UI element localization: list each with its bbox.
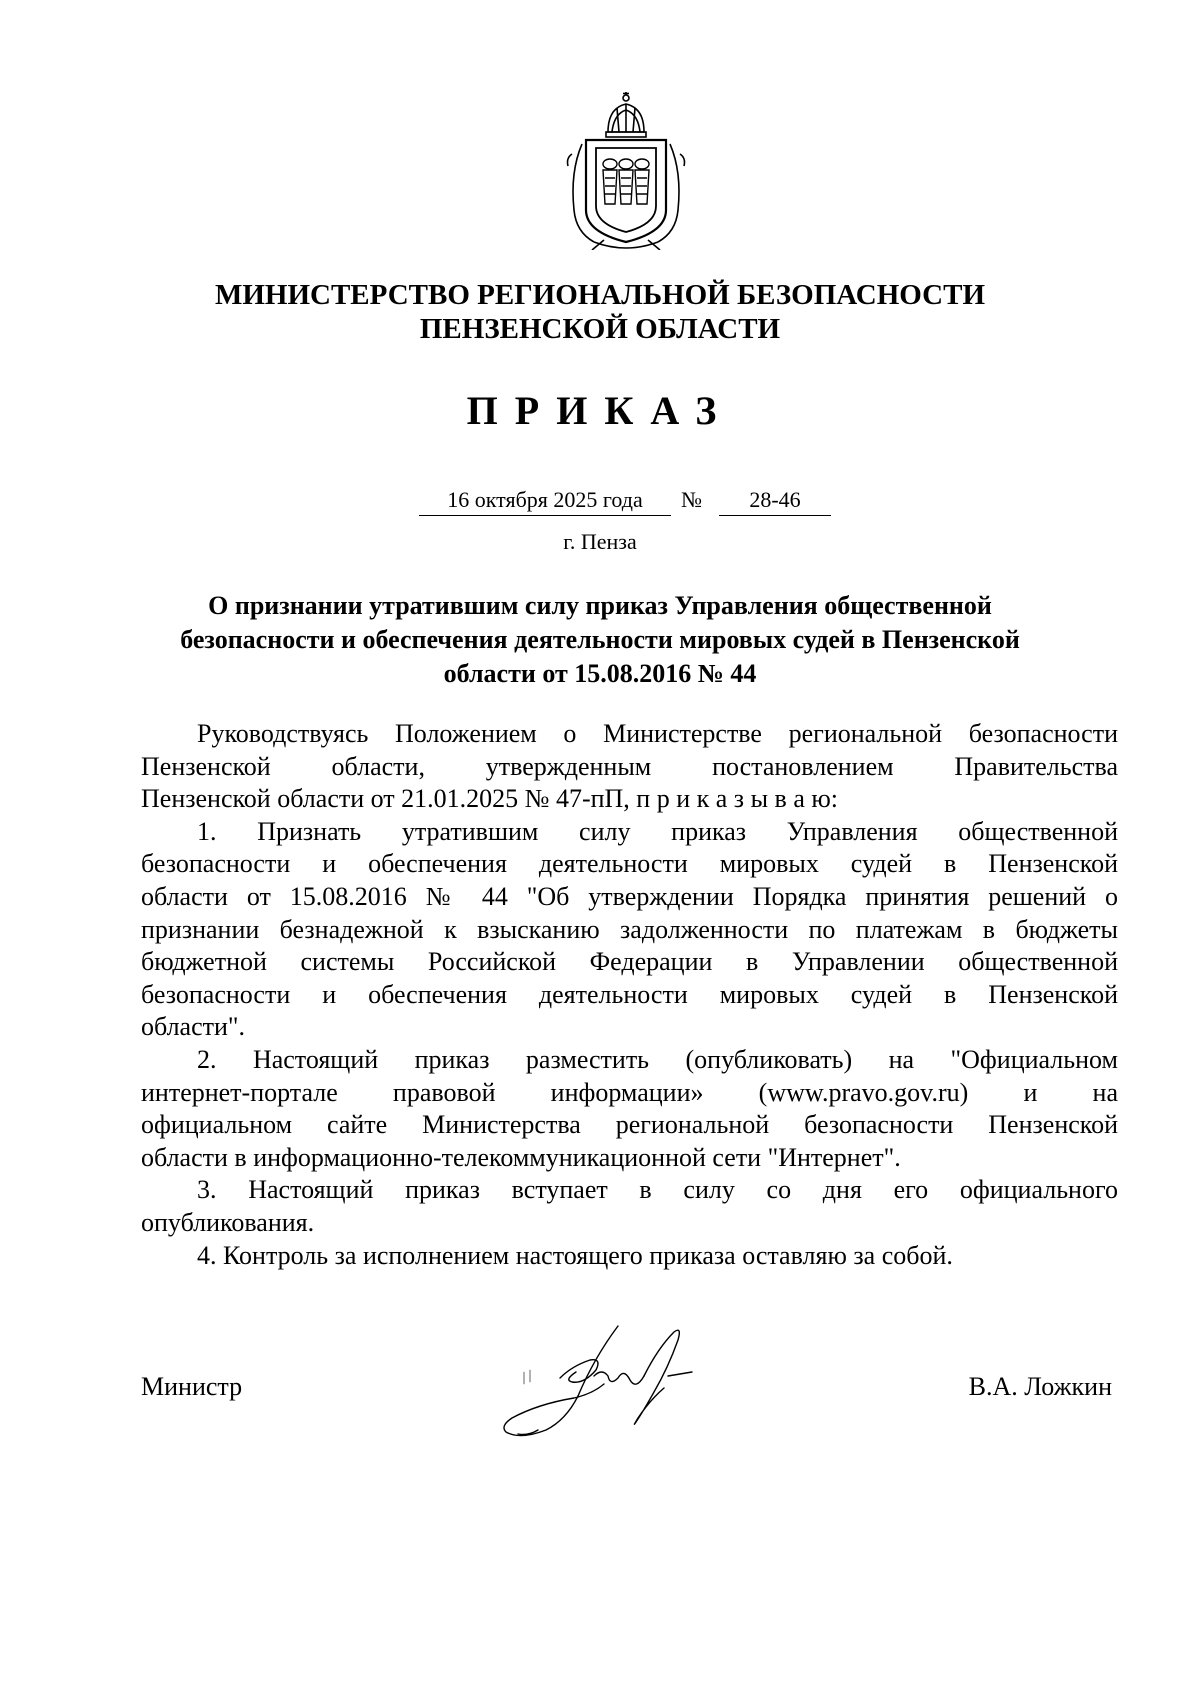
body-line: области от 15.08.2016 № 44 "Об утверждении Порядка принятия решений о xyxy=(141,881,1118,911)
subject-line: О признании утратившим силу приказ Управления общественной xyxy=(208,591,992,620)
ministry-name-line2: ПЕНЗЕНСКОЙ ОБЛАСТИ xyxy=(419,313,781,345)
body-line: Пензенской области от 21.01.2025 № 47-пП, п р и к а з ы в а ю: xyxy=(141,784,839,814)
signatory-position: Министр xyxy=(141,1372,243,1401)
body-line: Пензенской области, утвержденным постановлением Правительства xyxy=(141,751,1118,781)
ministry-name-line1: МИНИСТЕРСТВО РЕГИОНАЛЬНОЙ БЕЗОПАСНОСТИ xyxy=(214,279,986,311)
body-line: официальном сайте Министерства региональной безопасности Пензенской xyxy=(141,1110,1118,1140)
body-line: 3. Настоящий приказ вступает в силу со дня его официального xyxy=(197,1175,1118,1205)
body-line: безопасности и обеспечения деятельности мировых судей в Пензенской xyxy=(141,849,1118,879)
signatory-name: В.А. Ложкин xyxy=(968,1372,1112,1401)
coat-of-arms-icon xyxy=(564,92,688,250)
body-line: области". xyxy=(141,1012,246,1042)
body-line: признании безнадежной к взысканию задолженности по платежам в бюджеты xyxy=(141,914,1118,944)
subject-line: области от 15.08.2016 № 44 xyxy=(443,659,757,688)
document-body xyxy=(141,718,1118,1272)
body-line: Руководствуясь Положением о Министерстве региональной безопасности xyxy=(197,719,1118,748)
body-line: 1. Признать утратившим силу приказ Управления общественной xyxy=(197,816,1118,846)
subject-line: безопасности и обеспечения деятельности мировых судей в Пензенской xyxy=(180,625,1020,654)
order-number: 28-46 xyxy=(719,485,831,516)
body-line: интернет-портале правовой информации» (www.pravo.gov.ru) и на xyxy=(141,1077,1118,1107)
body-line: опубликования. xyxy=(141,1207,315,1237)
body-line: 4. Контроль за исполнением настоящего приказа оставляю за собой. xyxy=(197,1240,953,1270)
issue-city: г. Пенза xyxy=(563,529,637,554)
signature-block xyxy=(0,1370,1200,1410)
number-sign: № xyxy=(681,487,702,512)
document-subject xyxy=(0,589,1200,691)
order-date: 16 октября 2025 года xyxy=(419,485,671,516)
body-line: 2. Настоящий приказ разместить (опубликовать) на "Официальном xyxy=(197,1044,1118,1074)
body-line: безопасности и обеспечения деятельности мировых судей в Пензенской xyxy=(141,979,1118,1009)
document-type-heading: ПРИКАЗ xyxy=(466,388,734,433)
body-line: области в информационно-телекоммуникационной сети "Интернет". xyxy=(141,1142,901,1172)
body-line: бюджетной системы Российской Федерации в Управлении общественной xyxy=(141,947,1118,977)
ministry-name xyxy=(0,278,1200,346)
